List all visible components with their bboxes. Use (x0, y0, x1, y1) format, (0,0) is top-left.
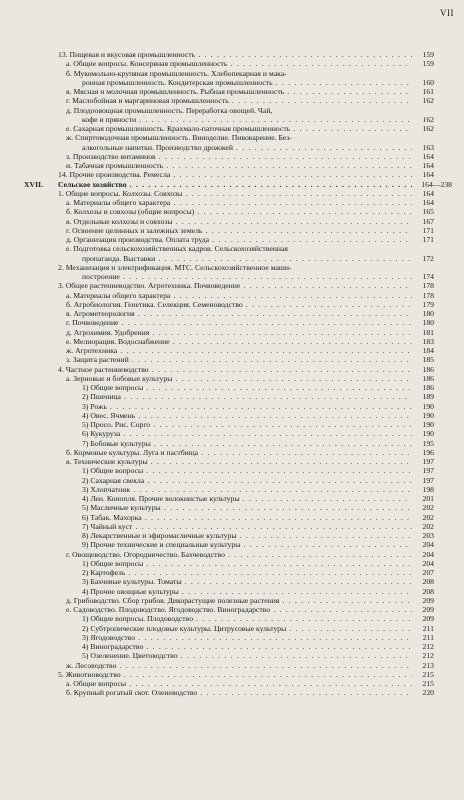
toc-entry-page: 197 (422, 475, 434, 485)
toc-entry-page: 184 (422, 346, 434, 355)
toc-entry-page: 162 (422, 124, 434, 133)
toc-entry-page: 209 (422, 595, 434, 605)
toc-entry-title: д. Агрохимия. Удобрения . . . (66, 328, 412, 337)
toc-entry-title: 2) Пшеница . . . (82, 392, 412, 401)
toc-entry-page: 174 (422, 272, 434, 281)
toc-entry-page: 190 (422, 401, 434, 411)
toc-entry-title: 5. Животноводство . . . (58, 670, 412, 679)
toc-entry-title: 2) Субтропические плодовые культуры. Цитрусовые культуры . . . (82, 624, 412, 633)
toc-entry (0, 503, 464, 512)
toc-entry-page: 171 (422, 225, 434, 235)
toc-entry (0, 133, 464, 142)
toc-entry (0, 106, 464, 115)
toc-entry-page: 211 (422, 623, 434, 633)
toc-entry-page: 186 (422, 364, 434, 374)
toc-entry (0, 300, 464, 309)
toc-entry-page: 183 (422, 336, 434, 346)
toc-entry-title: в. Агрометеорология . . . (66, 309, 412, 318)
toc-entry-title: 3) Рожь . . . (82, 402, 412, 411)
toc-entry (0, 170, 464, 179)
toc-entry-title: 2) Сахарная свекла . . . (82, 476, 412, 485)
toc-entry-title: 6) Табак. Махорка . . . (82, 513, 412, 522)
toc-entry (0, 226, 464, 235)
toc-entry (0, 420, 464, 429)
toc-entry (0, 522, 464, 531)
toc-entry-title: Сельское хозяйство . . . (58, 180, 412, 189)
toc-entry-page: 201 (422, 494, 434, 503)
toc-entry-page: 163 (422, 142, 434, 152)
toc-entry-title: б. Колхозы и совхозы (общие вопросы) . . . (66, 207, 412, 216)
toc-entry (0, 69, 464, 78)
toc-entry-page: 164 (422, 198, 434, 207)
toc-entry-title: г. Маслобойная и маргариновая промышленность . . . (66, 96, 412, 105)
toc-entry-page: 198 (422, 484, 434, 494)
toc-entry-page: 186 (422, 383, 434, 392)
toc-entry-title: е. Подготовка сельскохозяйственных кадров. Сельскохозяйственная (66, 244, 288, 254)
toc-entry (0, 605, 464, 614)
toc-entry (0, 374, 464, 383)
toc-entry-page: 215 (422, 679, 434, 688)
toc-entry-title: 3) Бахчевые культуры. Томаты . . . (82, 577, 412, 586)
toc-entry-page: 162 (422, 96, 434, 106)
toc-entry (0, 596, 464, 605)
toc-entry (0, 540, 464, 549)
toc-entry (0, 476, 464, 485)
toc-entry-title: г. Овощеводство. Огородничество. Бахчеводство . . . (66, 550, 412, 559)
toc-entry (0, 513, 464, 522)
toc-entry-title: б. Агробиология. Генетика. Селекция. Семеноводство . . . (66, 300, 412, 309)
toc-entry-page: 164 (422, 170, 434, 180)
toc-entry (0, 392, 464, 401)
toc-entry-title: б. Мукомольно-крупяная промышленность. Хлебопекарная и мака- (66, 68, 287, 78)
toc-entry-page: 178 (422, 281, 434, 291)
toc-entry (0, 337, 464, 346)
toc-entry-page: 180 (422, 309, 434, 318)
toc-entry-title: 4) Виноградарство . . . (82, 642, 412, 651)
toc-entry (0, 439, 464, 448)
toc-entry-page: 171 (422, 235, 434, 244)
toc-entry-title: 4) Овес. Ячмень . . . (82, 411, 412, 420)
page-number: VII (440, 8, 454, 18)
toc-entry (0, 161, 464, 170)
toc-entry-page: 197 (422, 466, 434, 476)
toc-entry-page: 167 (422, 216, 434, 226)
toc-entry-page: 164 (422, 188, 434, 198)
toc-entry (0, 50, 464, 59)
toc-entry (0, 281, 464, 290)
toc-entry-page: 209 (422, 605, 434, 614)
toc-entry-page: 196 (422, 447, 434, 457)
toc-entry (0, 688, 464, 697)
toc-entry-page: 159 (422, 50, 434, 59)
toc-entry (0, 670, 464, 679)
toc-entry-title: 13. Пищевая и вкусовая промышленность . . . (58, 50, 412, 59)
toc-entry-title: а. Общие вопросы . . . (66, 679, 412, 688)
toc-entry-title: и. Табачная промышленность . . . (66, 161, 412, 170)
toc-entry-title: 4) Лен. Конопля. Прочие волокнистые культуры . . . (82, 494, 412, 503)
toc-entry-title: 3. Общее растениеводство. Агротехника. Почвоведение . . . (58, 281, 412, 290)
toc-entry-title: 7) Чайный куст . . . (82, 522, 412, 531)
toc-entry-title: пропаганда. Выставки . . . (82, 254, 412, 263)
toc-entry (0, 309, 464, 318)
toc-entry-title: ж. Спиртоводочная промышленность. Виноделие. Пивоварение. Без- (66, 133, 292, 143)
toc-entry-page: 195 (422, 438, 434, 448)
toc-entry-title: е. Садоводство. Плодоводство. Ягодоводство. Виноградарство . . . (66, 605, 412, 614)
toc-entry-title: 1. Общие вопросы. Колхозы. Совхозы . . . (58, 189, 412, 198)
toc-entry-title: д. Плодоовощная промышленность. Переработка овощей. Чай, (66, 105, 273, 115)
toc-entry (0, 365, 464, 374)
toc-entry-page: 211 (422, 632, 434, 642)
toc-entry-page: 208 (422, 577, 434, 587)
toc-entry-title: 1) Общие вопросы. Плодоводство . . . (82, 614, 412, 623)
section-roman-numeral: XVII. (24, 179, 44, 189)
toc-entry (0, 59, 464, 68)
toc-entry (0, 448, 464, 457)
toc-entry (0, 642, 464, 651)
toc-entry-title: 8) Лекарственные и эфиромасличные культуры . . . (82, 531, 412, 540)
toc-entry-page: 165 (422, 207, 434, 217)
toc-entry (0, 254, 464, 263)
toc-entry-title: ж. Лесоводство . . . (66, 661, 412, 670)
toc-entry (0, 346, 464, 355)
toc-entry-page: 202 (422, 512, 434, 522)
toc-entry (0, 633, 464, 642)
toc-entry-page: 209 (422, 614, 434, 624)
toc-entry (0, 291, 464, 300)
toc-entry (0, 87, 464, 96)
toc-entry (0, 457, 464, 466)
section-heading (0, 180, 464, 189)
toc-entry-page: 178 (422, 290, 434, 300)
toc-entry-title: 5) Просо. Рис. Сорго . . . (82, 420, 412, 429)
toc-entry (0, 235, 464, 244)
toc-entry-page: 202 (422, 521, 434, 531)
toc-entry (0, 624, 464, 633)
toc-entry-page: 181 (422, 327, 434, 337)
toc-entry (0, 383, 464, 392)
toc-entry-page: 197 (422, 457, 434, 466)
toc-entry-page: 164 (422, 161, 434, 170)
toc-entry-page: 189 (422, 392, 434, 402)
toc-entry-page: 204 (422, 540, 434, 550)
toc-entry (0, 263, 464, 272)
toc-entry (0, 124, 464, 133)
toc-entry-title: б. Кормовые культуры. Луга и пастбища . . . (66, 448, 412, 457)
toc-entry-title: 4) Прочие овощные культуры . . . (82, 587, 412, 596)
toc-entry-title: 4. Частное растениеводство . . . (58, 365, 412, 374)
toc-entry-page: 161 (422, 87, 434, 96)
toc-entry-title: е. Сахарная промышленность. Крахмало-паточная промышленность . . . (66, 124, 412, 133)
toc-entry (0, 679, 464, 688)
toc-entry (0, 485, 464, 494)
toc-entry-title: г. Почвоведение . . . (66, 318, 412, 327)
toc-entry-page: 186 (422, 373, 434, 383)
toc-entry-page: 204 (422, 558, 434, 568)
toc-entry-title: 9) Прочие технические и специальные культуры . . . (82, 540, 412, 549)
toc-entry-title: 3) Хлопчатник . . . (82, 485, 412, 494)
toc-entry-page: 190 (422, 420, 434, 429)
toc-entry-page: 162 (422, 114, 434, 124)
toc-entry-title: а. Материалы общего характера . . . (66, 198, 412, 207)
toc-entry (0, 96, 464, 105)
toc-entry (0, 189, 464, 198)
toc-entry-page: 207 (422, 568, 434, 577)
toc-entry (0, 78, 464, 87)
toc-entry-page: 190 (422, 410, 434, 420)
toc-entry-page: 179 (422, 299, 434, 309)
toc-entry-title: построение . . . (82, 272, 412, 281)
toc-entry-title: д. Организация производства. Оплата труда . . . (66, 235, 412, 244)
toc-entry-page: 164 (422, 151, 434, 161)
toc-entry (0, 272, 464, 281)
table-of-contents (0, 50, 464, 698)
toc-entry-title: 6) Кукуруза . . . (82, 429, 412, 438)
toc-entry-title: алкогольные напитки. Производство дрожжей . . . (82, 143, 412, 152)
toc-entry (0, 587, 464, 596)
toc-entry (0, 318, 464, 327)
toc-entry-title: ж. Агротехника . . . (66, 346, 412, 355)
toc-entry-title: 5) Озеленение. Цветоводство . . . (82, 651, 412, 660)
toc-entry-title: в. Технические культуры . . . (66, 457, 412, 466)
toc-entry-title: г. Освоение целинных и залежных земель . . . (66, 226, 412, 235)
toc-entry-title: 1) Общие вопросы . . . (82, 383, 412, 392)
toc-entry (0, 328, 464, 337)
toc-entry-title: д. Грибоводство. Сбор грибов. Дикорастущие полезные растения . . . (66, 596, 412, 605)
toc-entry-title: ронная промышленность. Кондитерская промышленность . . . (82, 78, 412, 87)
toc-entry-title: 1) Общие вопросы . . . (82, 466, 412, 475)
toc-entry (0, 661, 464, 670)
toc-entry (0, 614, 464, 623)
toc-entry-page: 220 (422, 688, 434, 698)
toc-entry-title: 1) Общие вопросы . . . (82, 559, 412, 568)
toc-entry-page: 160 (422, 77, 434, 87)
toc-entry (0, 411, 464, 420)
toc-entry (0, 577, 464, 586)
toc-entry (0, 143, 464, 152)
toc-entry-page: 180 (422, 318, 434, 328)
toc-entry-title: 2) Картофель . . . (82, 568, 412, 577)
toc-entry-title: а. Материалы общего характера . . . (66, 291, 412, 300)
toc-entry (0, 217, 464, 226)
toc-entry (0, 152, 464, 161)
toc-entry-title: е. Мелиорация. Водоснабжение . . . (66, 337, 412, 346)
toc-entry-title: 5) Масличные культуры . . . (82, 503, 412, 512)
toc-entry-page: 164—238 (421, 179, 452, 189)
toc-entry-page: 172 (422, 253, 434, 263)
toc-entry-page: 202 (422, 503, 434, 513)
toc-entry-title: а. Общие вопросы. Консервная промышленность . . . (66, 59, 412, 68)
toc-entry (0, 466, 464, 475)
toc-entry-page: 215 (422, 669, 434, 679)
toc-entry-page: 203 (422, 531, 434, 540)
toc-entry-title: в. Мясная и молочная промышленность. Рыбная промышленность . . . (66, 87, 412, 96)
toc-entry (0, 429, 464, 438)
toc-entry (0, 559, 464, 568)
toc-entry-page: 212 (422, 642, 434, 651)
toc-entry (0, 198, 464, 207)
toc-entry (0, 550, 464, 559)
toc-entry-page: 204 (422, 549, 434, 559)
toc-entry-page: 190 (422, 429, 434, 439)
toc-entry-title: 2. Механизация и электрификация. МТС. Сельскохозяйственное маши- (58, 262, 292, 272)
toc-entry (0, 531, 464, 540)
toc-entry-title: кофе и пряности . . . (82, 115, 412, 124)
toc-entry (0, 402, 464, 411)
toc-entry-title: з. Защита растений . . . (66, 355, 412, 364)
toc-entry (0, 494, 464, 503)
toc-entry-title: б. Крупный рогатый скот. Оленеводство . . . (66, 688, 412, 697)
toc-entry (0, 651, 464, 660)
toc-entry-title: 3) Ягодоводство . . . (82, 633, 412, 642)
toc-entry-page: 212 (422, 651, 434, 661)
toc-entry (0, 355, 464, 364)
toc-entry (0, 207, 464, 216)
toc-entry-title: 7) Бобовые культуры . . . (82, 439, 412, 448)
toc-entry-title: а. Зерновые и бобовые культуры . . . (66, 374, 412, 383)
toc-entry-page: 213 (422, 660, 434, 670)
toc-entry-page: 159 (422, 59, 434, 69)
toc-entry-page: 185 (422, 355, 434, 365)
toc-entry-title: 14. Прочие производства. Ремесла . . . (58, 170, 412, 179)
toc-entry (0, 244, 464, 253)
toc-entry (0, 115, 464, 124)
toc-entry-title: в. Отдельные колхозы и совхозы . . . (66, 217, 412, 226)
toc-entry-page: 208 (422, 586, 434, 596)
toc-entry-title: з. Производство витаминов . . . (66, 152, 412, 161)
toc-entry (0, 568, 464, 577)
